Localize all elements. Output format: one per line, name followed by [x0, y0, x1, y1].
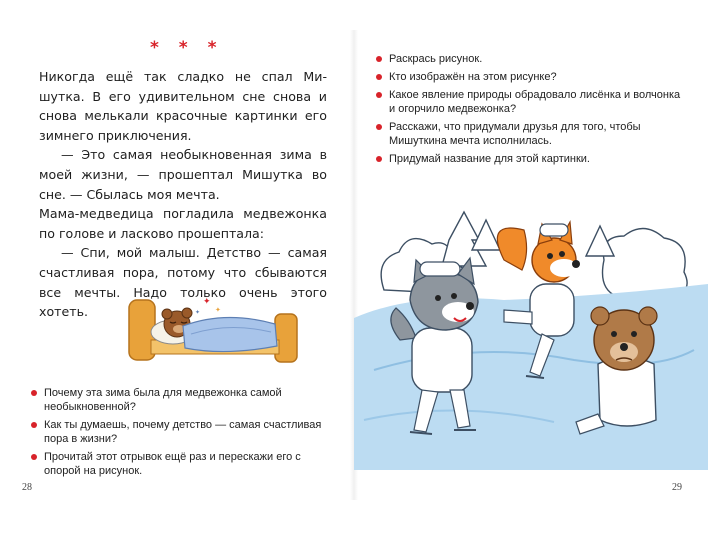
bullet-icon: [31, 390, 37, 396]
question-text: Почему эта зима была для медвежонка самой необыкновенной?: [44, 387, 282, 413]
list-item: [376, 70, 681, 84]
wolf-hat: [420, 262, 460, 276]
bullet-icon: [376, 92, 382, 98]
bear-ear: [182, 308, 192, 318]
story-paragraph: — Это самая необыкновенная зима в моей жизни, — прошептал Мишутка во сне. — Сбылась моя мечта.: [39, 147, 327, 202]
skating-friends-illustration: [354, 200, 708, 470]
bullet-icon: [376, 56, 382, 62]
task-text: Раскрась рисунок.: [389, 53, 483, 65]
bullet-icon: [376, 156, 382, 162]
fox-tail: [497, 228, 526, 270]
bear-nose: [620, 343, 628, 351]
story-text: [39, 67, 327, 322]
right-tasks-list: [376, 52, 681, 170]
bear-eye: [631, 331, 637, 337]
list-item: [376, 88, 681, 116]
fox-sweater: [530, 284, 574, 336]
left-questions-list: [31, 386, 326, 482]
list-item: [31, 450, 326, 478]
page-number-left: 28: [22, 482, 32, 493]
fox-leg: [504, 310, 532, 324]
task-text: Расскажи, что придумали друзья для того, чтобы Мишуткина мечта исполнилась.: [389, 121, 641, 147]
sleeping-bear-illustration: [125, 290, 305, 368]
sparkle-icon: ✦: [215, 306, 221, 314]
list-item: [376, 52, 681, 66]
page-number-right: 29: [672, 482, 682, 493]
fox-eye: [559, 251, 565, 257]
question-text: Прочитай этот отрывок ещё раз и перескажи его с опорой на рисунок.: [44, 451, 301, 477]
wolf-eye: [435, 295, 441, 301]
fox-nose: [572, 260, 580, 268]
bear-ear: [162, 309, 172, 319]
wolf-sweater: [412, 328, 472, 392]
fox-hat: [540, 224, 568, 236]
list-item: [376, 152, 681, 166]
list-item: [376, 120, 681, 148]
fox-eye: [547, 253, 553, 259]
bear-ear: [639, 307, 657, 325]
wolf-nose: [466, 302, 474, 310]
section-stars: * * *: [150, 38, 224, 58]
story-paragraph: Никогда ещё так сладко не спал Мишутка. В его удивительном сне снова и снова мелькали красочные картинки его зимнего приключения.: [39, 69, 327, 143]
blanket: [183, 317, 277, 351]
task-text: Кто изображён на этом рисунке?: [389, 71, 557, 83]
bear-ear: [591, 307, 609, 325]
list-item: [31, 418, 326, 446]
sparkle-icon: ✦: [203, 297, 211, 307]
task-text: Придумай название для этой картинки.: [389, 153, 590, 165]
task-text: Какое явление природы обрадовало лисёнка и волчонка и огорчило медвежонка?: [389, 89, 681, 115]
bullet-icon: [376, 124, 382, 130]
question-text: Как ты думаешь, почему детство — самая счастливая пора в жизни?: [44, 419, 322, 445]
bullet-icon: [31, 454, 37, 460]
right-page: [354, 0, 708, 533]
story-paragraph: — Спи, мой малыш. Детство — самая счастливая пора, потому что сбываются все мечты. Надо только очень этого хотеть.: [39, 245, 327, 320]
bed-footboard: [275, 314, 297, 362]
bear-eye: [611, 331, 617, 337]
story-paragraph: Мама-медведица погладила медвежонка по голове и ласково прошептала:: [39, 206, 327, 241]
bullet-icon: [376, 74, 382, 80]
wolf-eye: [451, 293, 457, 299]
bullet-icon: [31, 422, 37, 428]
sparkle-icon: ✦: [195, 309, 201, 316]
list-item: [31, 386, 326, 414]
